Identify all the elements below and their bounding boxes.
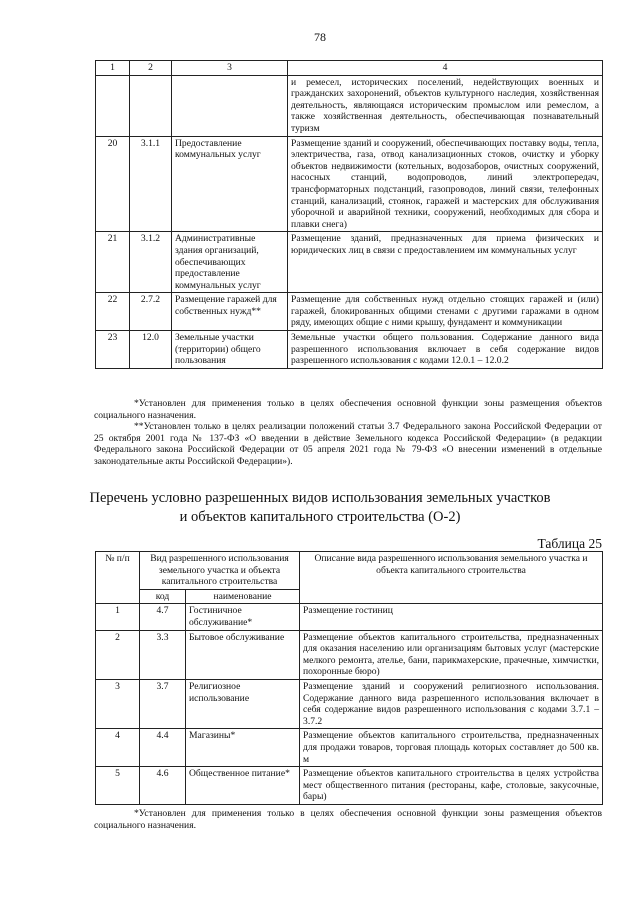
row-description: Размещение для собственных нужд отдельно стоящих гаражей и (или) гаражей, блокированных общими стенами с другими гаражами в одном ряду, имеющих общие с ними крышу, фундамент и коммуникации bbox=[288, 293, 603, 331]
table-caption: Таблица 25 bbox=[537, 536, 602, 551]
row-number: 22 bbox=[96, 293, 130, 331]
table-row bbox=[96, 136, 603, 232]
table-row bbox=[96, 604, 603, 630]
row-name: Религиозное использование bbox=[186, 679, 300, 728]
continuation-cell: и ремесел, исторических поселений, недействующих военных и гражданских захоронений, объектов культурного наследия, хозяйственная деятельность, являющаяся историческим промыслом или ремеслом, а также хозяйственная деятельность, обеспечивающая познавательный туризм bbox=[288, 75, 603, 136]
header-cell: 4 bbox=[288, 61, 603, 76]
row-code: 3.1.1 bbox=[130, 136, 172, 232]
row-description: Земельные участки общего пользования. Содержание данного вида разрешенного использования включает в себя содержание видов разрешенного использования с кодами 12.0.1 – 12.0.2 bbox=[288, 331, 603, 369]
row-name: Бытовое обслуживание bbox=[186, 630, 300, 679]
table-row bbox=[96, 630, 603, 679]
row-number: 4 bbox=[96, 729, 140, 767]
row-number: 5 bbox=[96, 767, 140, 805]
footnote-1: *Установлен для применения только в целях обеспечения основной функции зоны размещения объектов социального назначения. bbox=[94, 398, 602, 421]
land-use-table-continued bbox=[95, 60, 603, 369]
row-description: Размещение зданий, предназначенных для приема физических и юридических лиц в связи с предоставлением им коммунальных услуг bbox=[288, 232, 603, 293]
page-number: 78 bbox=[314, 30, 326, 44]
table-header-row bbox=[96, 61, 603, 76]
table-row bbox=[96, 293, 603, 331]
table-header-row bbox=[96, 552, 603, 590]
header-cell: 1 bbox=[96, 61, 130, 76]
table-row bbox=[96, 679, 603, 728]
header-description: Описание вида разрешенного использования земельного участка и объекта капитального строительства bbox=[300, 552, 603, 604]
table-row bbox=[96, 232, 603, 293]
table-row bbox=[96, 767, 603, 805]
row-number: 2 bbox=[96, 630, 140, 679]
header-cell: 2 bbox=[130, 61, 172, 76]
row-name: Административные здания организаций, обеспечивающих предоставление коммунальных услуг bbox=[172, 232, 288, 293]
row-name: Гостиничное обслуживание* bbox=[186, 604, 300, 630]
row-description: Размещение объектов капитального строительства, предназначенных для оказания населению или организациям бытовых услуг (мастерские мелкого ремонта, ателье, бани, парикмахерские, прачечные, химчистки, похоронные бюро) bbox=[300, 630, 603, 679]
row-description: Размещение объектов капитального строительства в целях устройства мест общественного питания (рестораны, кафе, столовые, закусочные, бары) bbox=[300, 767, 603, 805]
row-name: Земельные участки (территории) общего пользования bbox=[172, 331, 288, 369]
header-number: № п/п bbox=[96, 552, 140, 604]
row-number: 1 bbox=[96, 604, 140, 630]
row-name: Общественное питание* bbox=[186, 767, 300, 805]
row-code: 3.1.2 bbox=[130, 232, 172, 293]
row-code: 3.7 bbox=[140, 679, 186, 728]
row-number: 3 bbox=[96, 679, 140, 728]
conditional-use-table bbox=[95, 551, 603, 805]
row-code: 3.3 bbox=[140, 630, 186, 679]
row-code: 2.7.2 bbox=[130, 293, 172, 331]
row-name: Предоставление коммунальных услуг bbox=[172, 136, 288, 232]
section-heading bbox=[60, 489, 580, 527]
row-code: 4.4 bbox=[140, 729, 186, 767]
row-name: Магазины* bbox=[186, 729, 300, 767]
header-name: наименование bbox=[186, 589, 300, 604]
row-description: Размещение гостиниц bbox=[300, 604, 603, 630]
heading-line-1: Перечень условно разрешенных видов использования земельных участков bbox=[89, 490, 551, 506]
row-description: Размещение зданий и сооружений религиозного использования. Содержание данного вида разрешенного использования включает в себя содержание видов разрешенного использования с кодами 3.7.1 – 3.7.2 bbox=[300, 679, 603, 728]
footnote-2: **Установлен только в целях реализации положений статьи 3.7 Федерального закона Российской Федерации от 25 октября 2001 года № 137-ФЗ «О введении в действие Земельного кодекса Российской Федерации» (в редакции Федерального закона Российской Федерации от 05 апреля 2021 года № 79-ФЗ «О внесении изменений в отдельные законодательные акты Российской Федерации»). bbox=[94, 421, 602, 467]
row-description: Размещение объектов капитального строительства, предназначенных для продажи товаров, торговая площадь которых составляет до 500 кв. м bbox=[300, 729, 603, 767]
header-code: код bbox=[140, 589, 186, 604]
header-use-type: Вид разрешенного использования земельного участка и объекта капитального строительства bbox=[140, 552, 300, 590]
row-number: 23 bbox=[96, 331, 130, 369]
header-cell: 3 bbox=[172, 61, 288, 76]
row-code: 12.0 bbox=[130, 331, 172, 369]
row-number: 21 bbox=[96, 232, 130, 293]
row-description: Размещение зданий и сооружений, обеспечивающих поставку воды, тепла, электричества, газа, отвод канализационных стоков, очистку и уборку объектов недвижимости (котельных, водозаборов, очистных сооружений, насосных станций, водопроводов, линий электропередач, трансформаторных подстанций, газопроводов, линий связи, телефонных станций, канализаций, стоянок, гаражей и мастерских для обслуживания уборочной и аварийной техники, сооружений, необходимых для сбора и плавки снега) bbox=[288, 136, 603, 232]
heading-line-2: и объектов капитального строительства (О-2) bbox=[179, 509, 461, 525]
table-row bbox=[96, 75, 603, 136]
footnote-3: *Установлен для применения только в целях обеспечения основной функции зоны размещения объектов социального назначения. bbox=[94, 808, 602, 831]
table-row bbox=[96, 331, 603, 369]
row-name: Размещение гаражей для собственных нужд** bbox=[172, 293, 288, 331]
row-number: 20 bbox=[96, 136, 130, 232]
table-row bbox=[96, 729, 603, 767]
row-code: 4.7 bbox=[140, 604, 186, 630]
row-code: 4.6 bbox=[140, 767, 186, 805]
